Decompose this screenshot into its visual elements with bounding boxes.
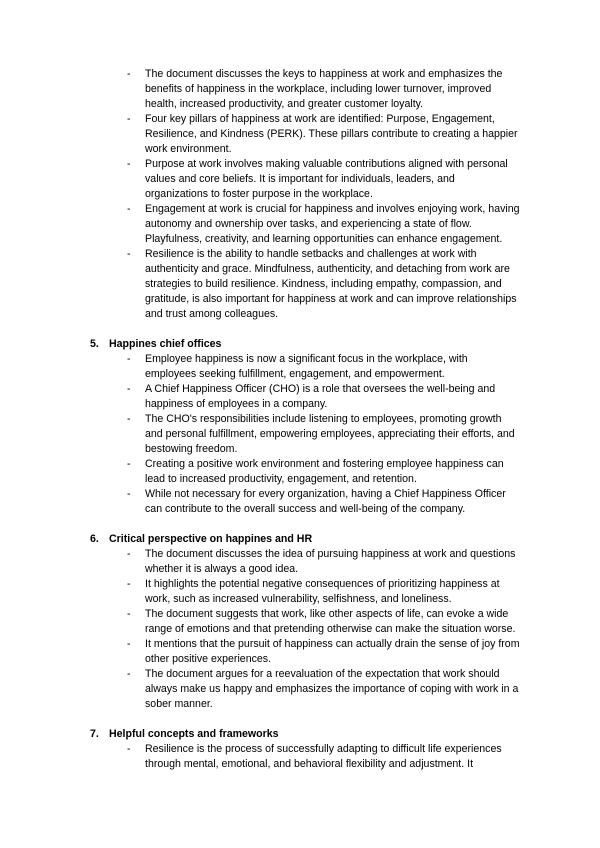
bullet-text: The document argues for a reevaluation of the expectation that work should always make us happy and emphasizes the importance of coping with work in a sober manner. [145, 668, 519, 710]
list-item [0, 157, 600, 202]
bullet-dash: - [127, 488, 131, 500]
bullet-text: Four key pillars of happiness at work are identified: Purpose, Engagement, Resilience, and Kindness (PERK). These pillars contribute to creating a happier work environment. [145, 113, 518, 155]
list-item [0, 67, 600, 112]
section-bullet-list [0, 742, 600, 772]
bullet-dash: - [127, 743, 131, 755]
bullet-dash: - [127, 638, 131, 650]
bullet-dash: - [127, 383, 131, 395]
list-item [0, 667, 600, 712]
section-title: Happines chief offices [109, 338, 222, 350]
list-item [0, 577, 600, 607]
section-happines-chief-offices [0, 337, 600, 517]
bullet-text: The CHO's responsibilities include listening to employees, promoting growth and personal fulfillment, empowering employees, appreciating their efforts, and bestowing freedom. [145, 413, 515, 455]
bullet-dash: - [127, 68, 131, 80]
list-item [0, 637, 600, 667]
bullet-dash: - [127, 548, 131, 560]
bullet-text: Resilience is the process of successfully adapting to difficult life experiences through mental, emotional, and behavioral flexibility and adjustment. It [145, 743, 502, 770]
bullet-text: It mentions that the pursuit of happiness can actually drain the sense of joy from other positive experiences. [145, 638, 520, 665]
document-page [0, 67, 600, 772]
bullet-text: While not necessary for every organization, having a Chief Happiness Officer can contribute to the overall success and well-being of the company. [145, 488, 506, 515]
section-number: 7. [90, 728, 99, 740]
bullet-dash: - [127, 413, 131, 425]
section-number: 6. [90, 533, 99, 545]
section-number: 5. [90, 338, 99, 350]
bullet-text: Creating a positive work environment and fostering employee happiness can lead to increased productivity, engagement, and retention. [145, 458, 504, 485]
bullet-dash: - [127, 668, 131, 680]
bullet-dash: - [127, 203, 131, 215]
bullet-dash: - [127, 113, 131, 125]
bullet-dash: - [127, 353, 131, 365]
section-helpful-concepts [0, 727, 600, 772]
section-critical-perspective [0, 532, 600, 712]
bullet-text: A Chief Happiness Officer (CHO) is a role that oversees the well-being and happiness of employees in a company. [145, 383, 496, 410]
list-item [0, 742, 600, 772]
section-bullet-list [0, 352, 600, 517]
list-item [0, 202, 600, 247]
bullet-dash: - [127, 158, 131, 170]
list-item [0, 352, 600, 382]
bullet-text: Purpose at work involves making valuable contributions aligned with personal values and core beliefs. It is important for individuals, leaders, and organizations to foster purpose in the workplace. [145, 158, 508, 200]
intro-bullet-list [0, 67, 600, 322]
section-title: Helpful concepts and frameworks [109, 728, 279, 740]
bullet-dash: - [127, 608, 131, 620]
bullet-text: Resilience is the ability to handle setbacks and challenges at work with authenticity and grace. Mindfulness, authenticity, and detaching from work are strategies to build resilience. Kindness, including empathy, compassion, and gratitude, is also important for happiness at work and can improve relationships and trust among colleagues. [145, 248, 517, 320]
bullet-text: The document discusses the idea of pursuing happiness at work and questions whether it is always a good idea. [145, 548, 516, 575]
list-item [0, 112, 600, 157]
list-item [0, 247, 600, 322]
list-item [0, 487, 600, 517]
list-item [0, 457, 600, 487]
section-title: Critical perspective on happines and HR [109, 533, 313, 545]
list-item [0, 382, 600, 412]
list-item [0, 547, 600, 577]
bullet-text: Engagement at work is crucial for happiness and involves enjoying work, having autonomy and ownership over tasks, and experiencing a state of flow. Playfulness, creativity, and learning opportunities can enhance engagement. [145, 203, 520, 245]
section-heading [0, 727, 600, 742]
bullet-dash: - [127, 578, 131, 590]
bullet-text: The document discusses the keys to happiness at work and emphasizes the benefits of happiness in the workplace, including lower turnover, improved health, increased productivity, and greater customer loyalty. [145, 68, 503, 110]
bullet-dash: - [127, 458, 131, 470]
bullet-text: The document suggests that work, like other aspects of life, can evoke a wide range of emotions and that pretending otherwise can make the situation worse. [145, 608, 516, 635]
bullet-text: Employee happiness is now a significant focus in the workplace, with employees seeking fulfillment, engagement, and empowerment. [145, 353, 468, 380]
list-item [0, 607, 600, 637]
bullet-text: It highlights the potential negative consequences of prioritizing happiness at work, such as increased vulnerability, selfishness, and loneliness. [145, 578, 500, 605]
section-heading [0, 532, 600, 547]
bullet-dash: - [127, 248, 131, 260]
section-bullet-list [0, 547, 600, 712]
list-item [0, 412, 600, 457]
section-heading [0, 337, 600, 352]
